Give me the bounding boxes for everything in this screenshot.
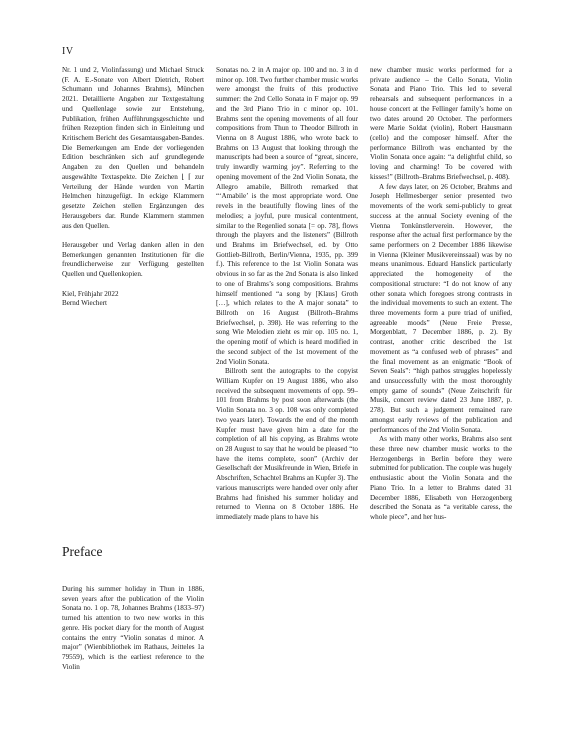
section-heading-preface: Preface	[62, 544, 103, 559]
paragraph: Nr. 1 und 2, Violinfassung) und Michael Struck (F. A. E.-Sonate von Albert Dietrich, Robert Schumann und Johannes Brahms), München 2021. Detaillierte Angaben zur Textgestaltung und Quellenlage sowie zur Entstehung, Publikation, frühen Aufführungsgeschichte und frühen Rezeption finden sich in Einleitung und Kritischem Bericht des Gesamtausgaben-Bandes. Die Bemerkungen am Ende der vorliegenden Edition beschränken sich auf grundlegende Angaben zu den Quellen und behandeln ausgewählte Textaspekte. Die Zeichen ⌊ ⌈ zur Verteilung der Hände wurden von Martin Helmchen hinzugefügt. In eckige Klammern gesetzte Zeichen stellen Ergänzungen des Herausgebers dar. Runde Klammern stammen aus den Quellen.	[62, 66, 204, 230]
author-signature: Bernd Wiechert	[62, 299, 107, 308]
place-date: Kiel, Frühjahr 2022	[62, 289, 119, 298]
paragraph: As with many other works, Brahms also sent these three new chamber music works to the Herzogenbergs in Berlin before they were submitted for publication. The couple was hugely enthusiastic about the Violin Sonata and the Piano Trio. In a letter to Brahms dated 31 December 1886, Elisabeth von Herzogenberg described the Sonata as “a veritable caress, the whole piece”, and her hus-	[370, 435, 512, 522]
column-3	[370, 66, 512, 523]
paragraph: Billroth sent the autographs to the copyist William Kupfer on 19 August 1886, who also received the subsequent movements of opp. 99–101 from Brahms by post soon afterwards (the Violin Sonata no. 3 op. 108 was only completed two years later). Towards the end of the month Kupfer must have given him a date for the completion of all his copying, as Brahms wrote on 28 August to say that he would be pleased “to have the items complete, soon” (Archiv der Gesellschaft der Musikfreunde in Wien, Briefe in Abschriften, Schachtel Brahms an Kupfer 3). The various manuscripts were handed over only after Brahms had finished his summer holiday and returned to Vienna on 8 October 1886. He immediately made plans to have his	[216, 367, 358, 522]
paragraph: During his summer holiday in Thun in 1886, seven years after the publication of the Violin Sonata no. 1 op. 78, Johannes Brahms (1833–97) turned his attention to two new works in this genre. His pocket diary for the month of August contains the entry “Violin sonatas d minor. A major” (Wienbibliothek im Rathaus, Jeitteles 1a 79559), which is the earliest reference to the Violin	[62, 585, 204, 671]
column-1-lower	[62, 585, 204, 672]
column-1	[62, 66, 204, 309]
paragraph: new chamber music works performed for a private audience – the Cello Sonata, Violin Sonata and Piano Trio. This led to several rehearsals and subsequent performances in a house concert at the Fellinger family’s home on two dates around 20 October. The performers were Marie Soldat (violin), Robert Hausmann (cello) and the composer himself. After the performance Billroth was enchanted by the Violin Sonata once again: “a delightful child, so loving and charming! To be covered with kisses!” (Billroth–Brahms Briefwechsel, p. 408).	[370, 66, 512, 181]
column-2	[216, 66, 358, 523]
paragraph: A few days later, on 26 October, Brahms and Joseph Hellmesberger senior presented two movements of the work semi-publicly to great success at the annual Society evening of the Vienna Tonkünstlerverein. However, the response after the actual first performance by the same performers on 2 December 1886 likewise in Vienna (Kleiner Musikvereinssaal) was by no means unanimous. Eduard Hanslick particularly appreciated the homogeneity of the compositional structure: “I do not know of any other sonata which foregoes strong contrasts in the individual movements to such an extent. The three movements form a pure triad of unified, agreeable moods” (Neue Freie Presse, Morgenblatt, 7 December 1886, p. 2). By contrast, another critic described the 1st movement as “a confused web of phrases” and the final movement as an enigmatic “Book of Seven Seals”: “high pathos struggles hopelessly and unsuccessfully with the most thoroughly empty game of sounds” (Neue Zeitschrift für Musik, concert review dated 23 June 1887, p. 278). But such a judgement remained rare amongst early reviews of the publication and performances of the 2nd Violin Sonata.	[370, 182, 512, 434]
page-number: IV	[62, 46, 74, 57]
paragraph: Herausgeber und Verlag danken allen in den Bemerkungen genannten Institutionen für die freundlicherweise zur Verfügung gestellten Quellen und Quellenkopien.	[62, 240, 204, 279]
paragraph: Sonatas no. 2 in A major op. 100 and no. 3 in d minor op. 108. Two further chamber music works were amongst the fruits of this productive summer: the 2nd Cello Sonata in F major op. 99 and the 3rd Piano Trio in c minor op. 101. Brahms sent the opening movements of all four compositions from Thun to Theodor Billroth in Vienna on 8 August 1886, who wrote back to Brahms on 13 August that looking through the manuscripts had been a source of “great, sincere, truly inwardly warming joy”. Referring to the opening movement of the 2nd Violin Sonata, the Allegro amabile, Billroth remarked that “‘Amabile’ is the most appropriate word. One revels in the beautifully flowing lines of the melodies; a joyful, pure musical contentment, similar to the Regenlied sonata [= op. 78], flows through the players and the listeners” (Billroth und Brahms im Briefwechsel, ed. by Otto Gottlieb-Billroth, Berlin/Vienna, 1935, pp. 399 f.). This reference to the 1st Violin Sonata was obvious in so far as the 2nd Sonata is also linked to one of Brahms’s song compositions. Brahms himself mentioned “a song by [Klaus] Groth […], which relates to the A major sonata” to Billroth on 16 August (Billroth–Brahms Briefwechsel, p. 398). He was referring to the song Wie Melodien zieht es mir op. 105 no. 1, the opening motif of which is heard modified in the second subject of the 1st movement of the 2nd Violin Sonata.	[216, 66, 358, 366]
